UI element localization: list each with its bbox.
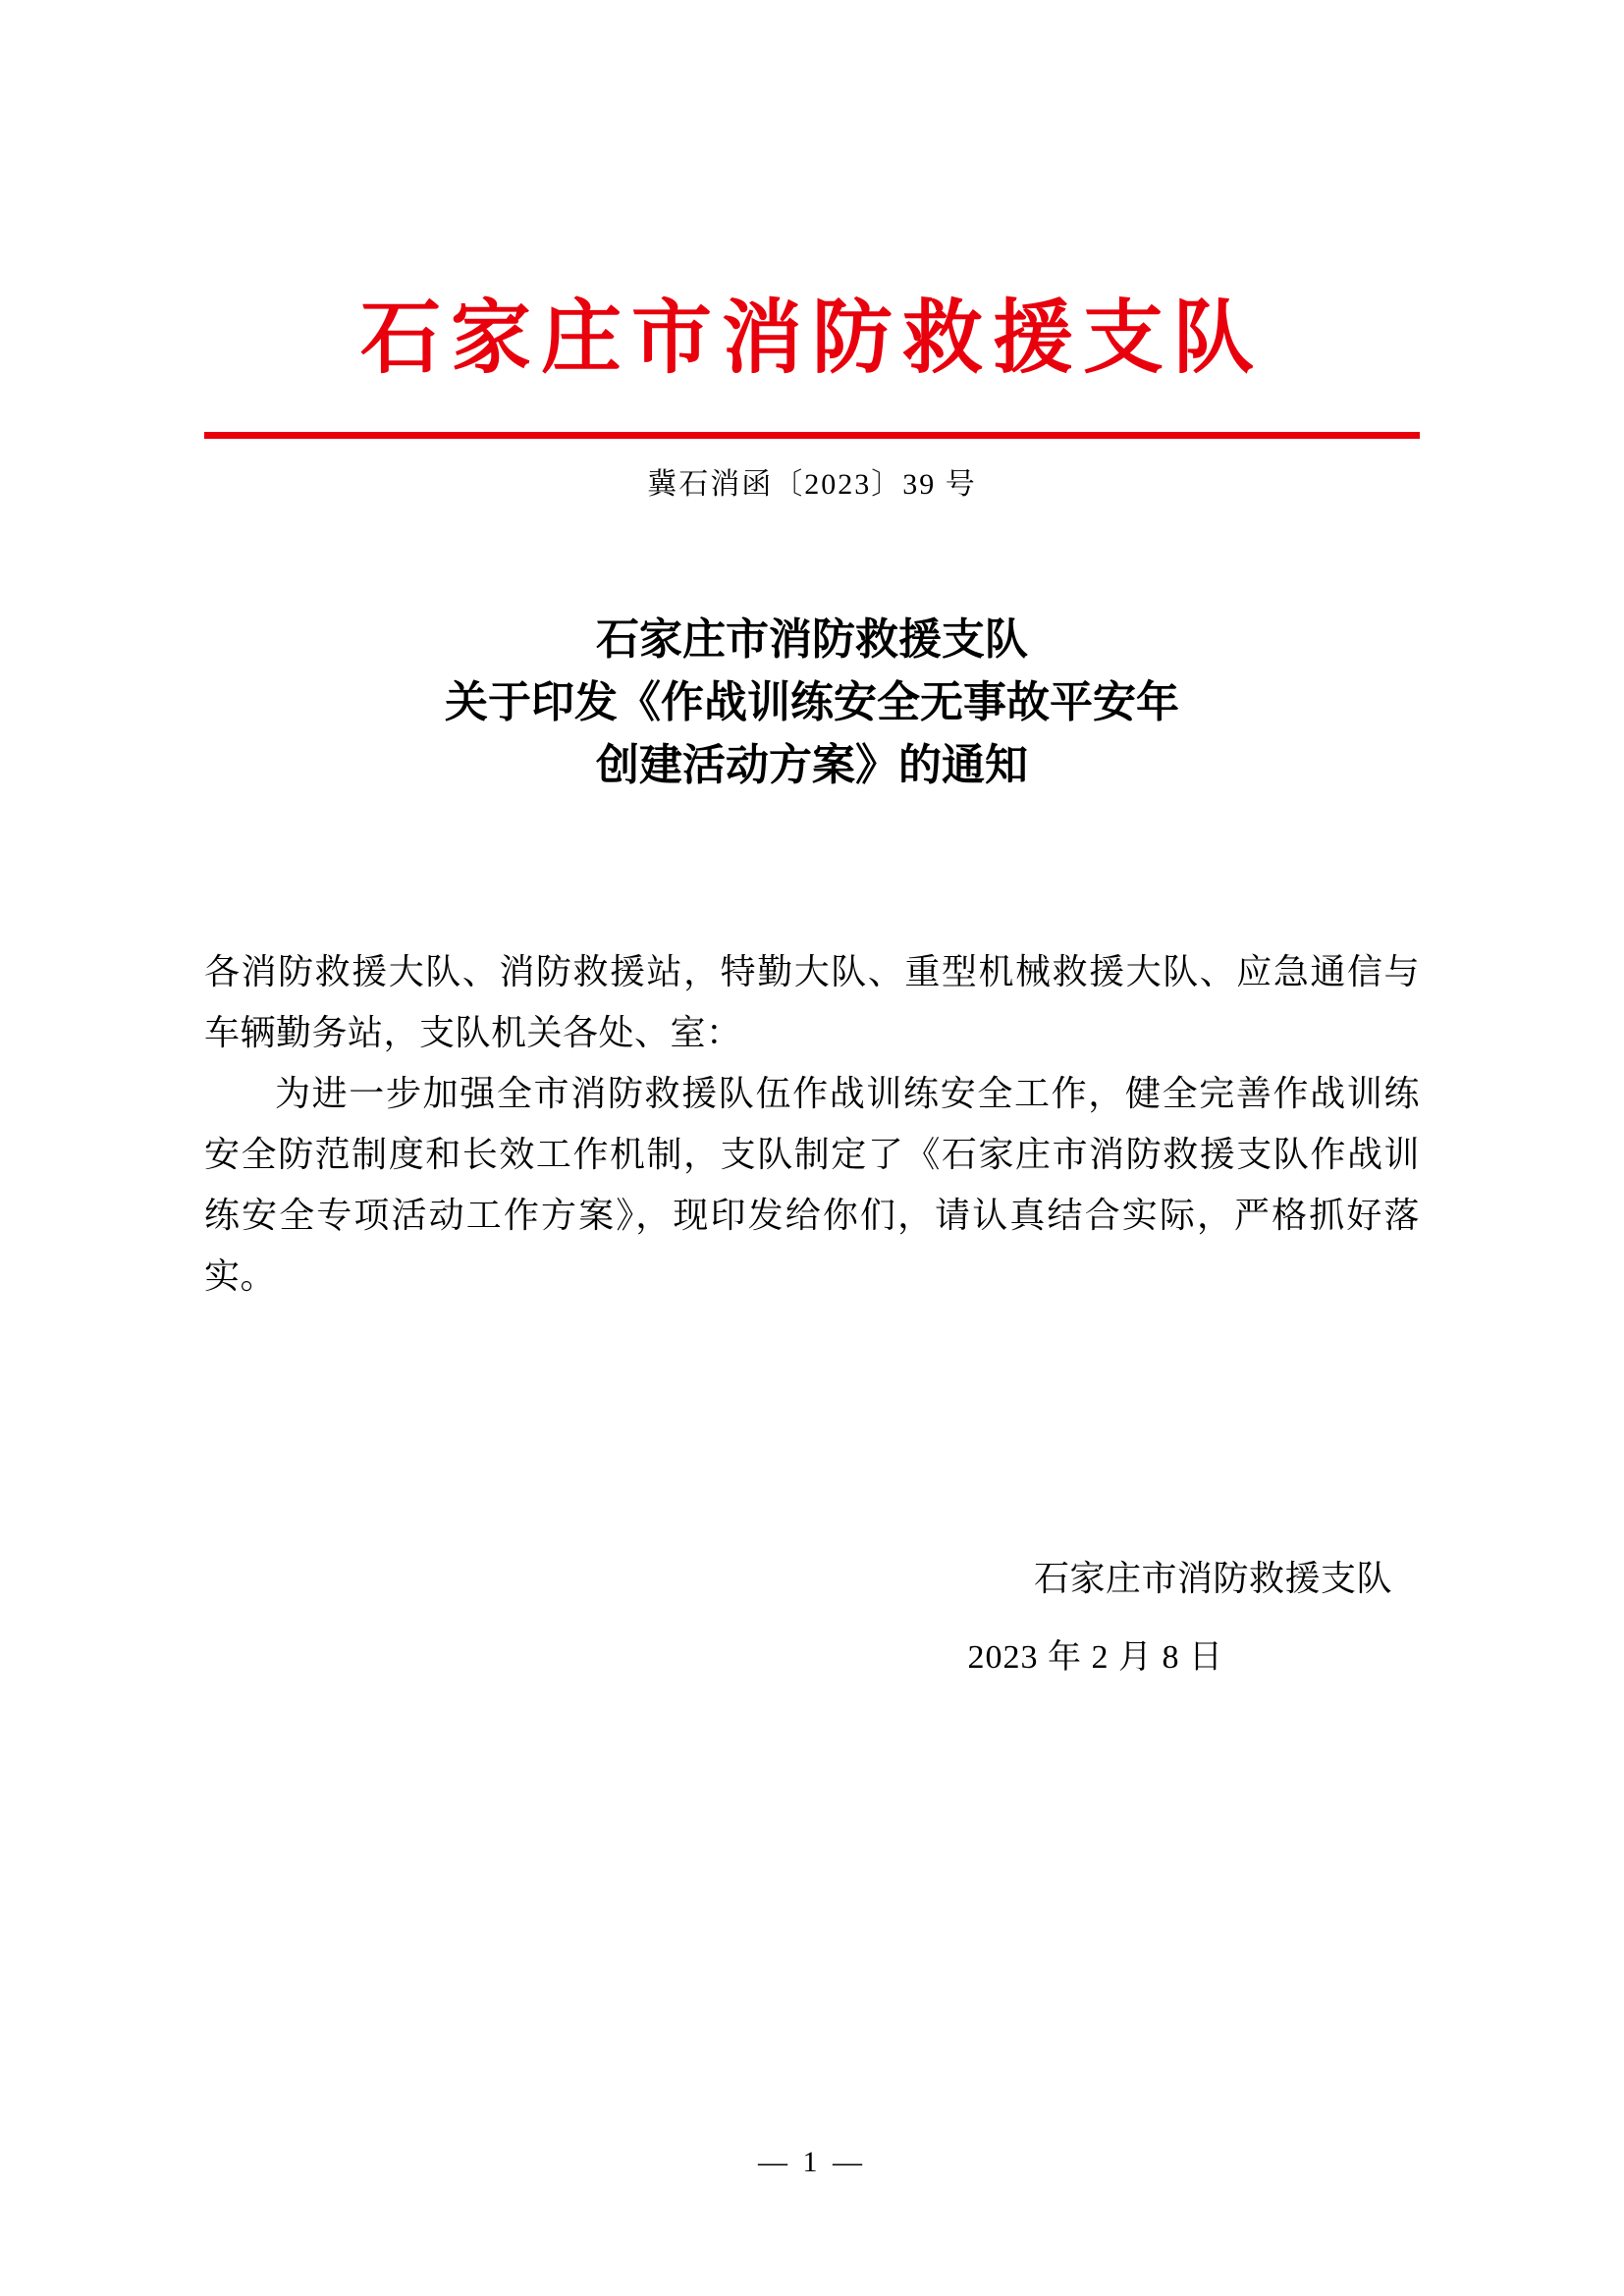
- page-title-line-2: 关于印发《作战训练安全无事故平安年: [445, 676, 1179, 727]
- letterhead-divider: [204, 432, 1420, 439]
- document-body: [204, 942, 1420, 1307]
- page-title-line-1: 石家庄市消防救援支队: [596, 614, 1028, 665]
- footer-page-number: — 1 —: [758, 2146, 866, 2178]
- page-title-line-3: 创建活动方案》的通知: [596, 739, 1028, 790]
- body-paragraph-1: 为进一步加强全市消防救援队伍作战训练安全工作，健全完善作战训练安全防范制度和长效工作机制，支队制定了《石家庄市消防救援支队作战训练安全专项活动工作方案》，现印发给你们，请认真结合实际，严格抓好落实。: [204, 1073, 1420, 1297]
- document-number: 冀石消函〔2023〕39 号: [647, 468, 977, 501]
- page-title: [0, 609, 1624, 796]
- letterhead: [0, 294, 1624, 383]
- signature-date: 2023 年 2 月 8 日: [967, 1639, 1223, 1676]
- letterhead-organization: 石家庄市消防救援支队: [359, 292, 1264, 385]
- signature-issuer: 石家庄市消防救援支队: [1033, 1559, 1392, 1599]
- recipients-line: 各消防救援大队、消防救援站，特勤大队、重型机械救援大队、应急通信与车辆勤务站，支队机关各处、室：: [204, 952, 1420, 1053]
